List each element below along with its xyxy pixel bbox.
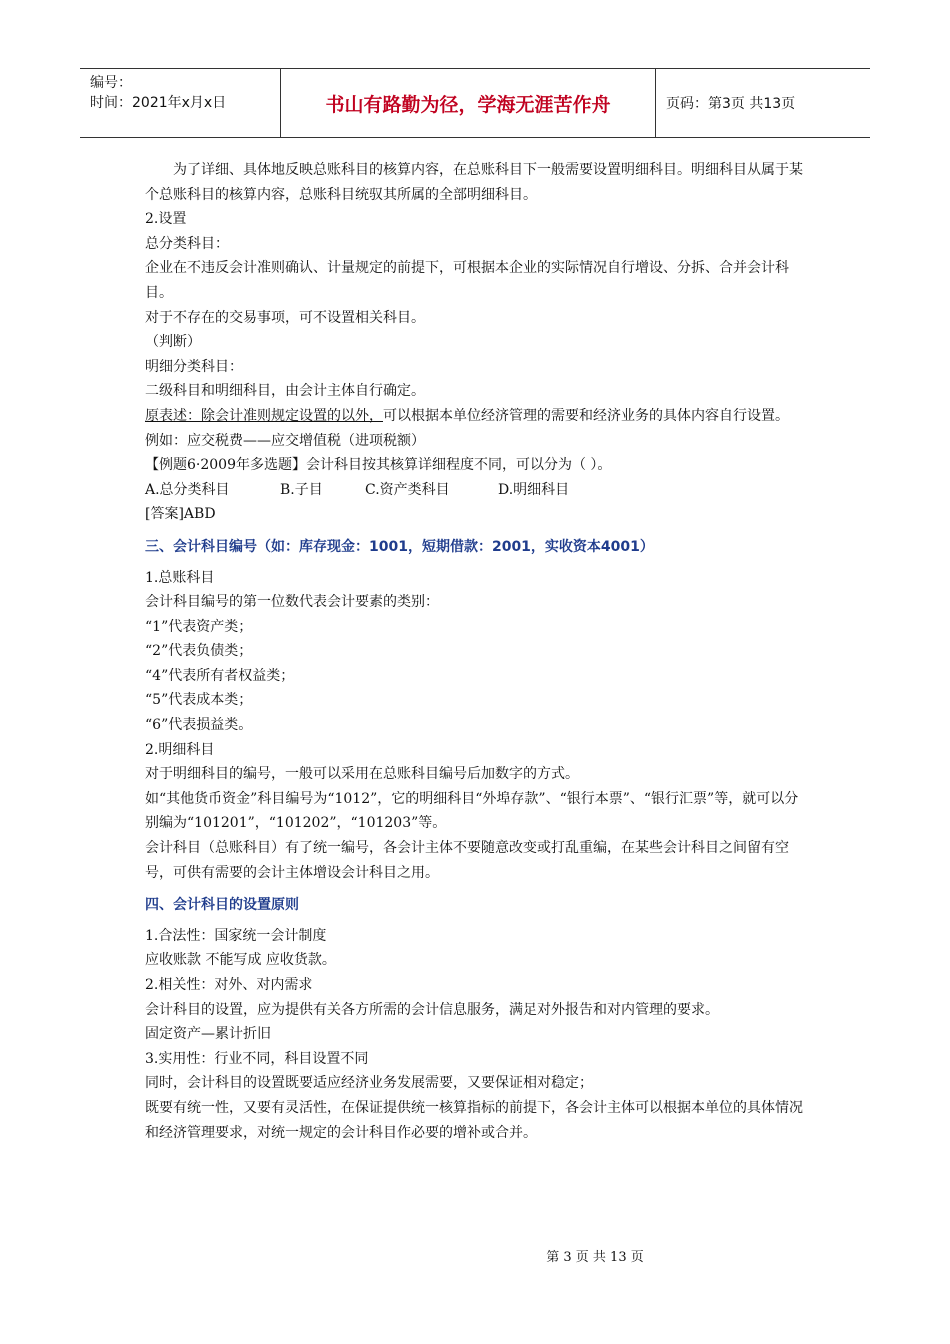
option-d: D.明细科目 bbox=[498, 481, 570, 498]
section-heading: 四、会计科目的设置原则 bbox=[145, 897, 299, 914]
paragraph: 对于明细科目的编号，一般可以采用在总账科目编号后加数字的方式。 bbox=[145, 766, 579, 783]
paragraph: 对于不存在的交易事项，可不设置相关科目。 bbox=[145, 309, 425, 326]
paragraph: 1.合法性：国家统一会计制度 bbox=[145, 927, 327, 944]
option-c: C.资产类科目 bbox=[365, 481, 450, 498]
paragraph: “2”代表负债类； bbox=[145, 643, 253, 660]
motto: 书山有路勤为径，学海无涯苦作舟 bbox=[280, 69, 656, 137]
paragraph: 1.总账科目 bbox=[145, 569, 215, 586]
paragraph: 明细分类科目： bbox=[145, 358, 243, 375]
paragraph: “5”代表成本类； bbox=[145, 692, 253, 709]
number-label: 编号： bbox=[90, 75, 132, 91]
paragraph: 3.实用性：行业不同，科目设置不同 bbox=[145, 1050, 369, 1067]
paragraph: （判断） bbox=[145, 334, 201, 351]
paragraph: 二级科目和明细科目，由会计主体自行确定。 bbox=[145, 383, 425, 400]
page-info: 页码：第3页 共13页 bbox=[666, 96, 796, 112]
paragraph: 为了详细、具体地反映总账科目的核算内容，在总账科目下一般需要设置明细科目。明细科目从属于某个总账科目的核算内容，总账科目统驭其所属的全部明细科目。 bbox=[145, 162, 803, 203]
paragraph: 固定资产—累计折旧 bbox=[145, 1026, 271, 1043]
option-b: B.子目 bbox=[280, 481, 323, 498]
paragraph: “1”代表资产类； bbox=[145, 618, 253, 635]
paragraph: 如“其他货币资金”科目编号为“1012”，它的明细科目“外埠存款”、“银行本票”、“银行汇票”等，就可以分别编为“101201”，“101202”，“101203”等。 bbox=[145, 790, 799, 832]
answer-options bbox=[145, 478, 810, 503]
question: 【例题6·2009年多选题】会计科目按其核算详细程度不同，可以分为（ ）。 bbox=[145, 457, 612, 474]
paragraph: 例如：应交税费——应交增值税（进项税额） bbox=[145, 432, 425, 449]
header-left-cell bbox=[80, 69, 280, 137]
answer: [答案]ABD bbox=[145, 506, 216, 523]
paragraph: 会计科目（总账科目）有了统一编号，各会计主体不要随意改变或打乱重编，在某些会计科目之间留有空号，可供有需要的会计主体增设会计科目之用。 bbox=[145, 840, 789, 881]
paragraph: 既要有统一性，又要有灵活性，在保证提供统一核算指标的前提下，各会计主体可以根据本单位的具体情况和经济管理要求，对统一规定的会计科目作必要的增补或合并。 bbox=[145, 1099, 803, 1141]
document-body bbox=[145, 158, 810, 1145]
paragraph: 同时，会计科目的设置既要适应经济业务发展需要，又要保证相对稳定； bbox=[145, 1075, 593, 1092]
paragraph: 应收账款 不能写成 应收货款。 bbox=[145, 952, 336, 969]
underlined-text: 原表述：除会计准则规定设置的以外， bbox=[145, 407, 383, 424]
paragraph: “4”代表所有者权益类； bbox=[145, 667, 295, 684]
paragraph: 2.相关性：对外、对内需求 bbox=[145, 977, 313, 993]
option-a: A.总分类科目 bbox=[145, 481, 230, 498]
paragraph: “6”代表损益类。 bbox=[145, 717, 253, 734]
paragraph: 2.设置 bbox=[145, 211, 187, 228]
paragraph: 会计科目的设置，应为提供有关各方所需的会计信息服务，满足对外报告和对内管理的要求。 bbox=[145, 1001, 719, 1018]
time-label: 时间：2021年x月x日 bbox=[90, 95, 227, 111]
page-footer: 第 3 页 共 13 页 bbox=[546, 1250, 644, 1265]
paragraph bbox=[145, 404, 810, 429]
page-header bbox=[80, 68, 870, 138]
paragraph: 会计科目编号的第一位数代表会计要素的类别： bbox=[145, 594, 439, 611]
paragraph: 总分类科目： bbox=[145, 235, 229, 252]
paragraph-text: 可以根据本单位经济管理的需要和经济业务的具体内容自行设置。 bbox=[383, 407, 789, 424]
paragraph: 企业在不违反会计准则确认、计量规定的前提下，可根据本企业的实际情况自行增设、分拆、合并会计科目。 bbox=[145, 260, 789, 301]
paragraph: 2.明细科目 bbox=[145, 741, 215, 758]
section-heading: 三、会计科目编号（如：库存现金：1001，短期借款：2001，实收资本4001） bbox=[145, 538, 654, 555]
